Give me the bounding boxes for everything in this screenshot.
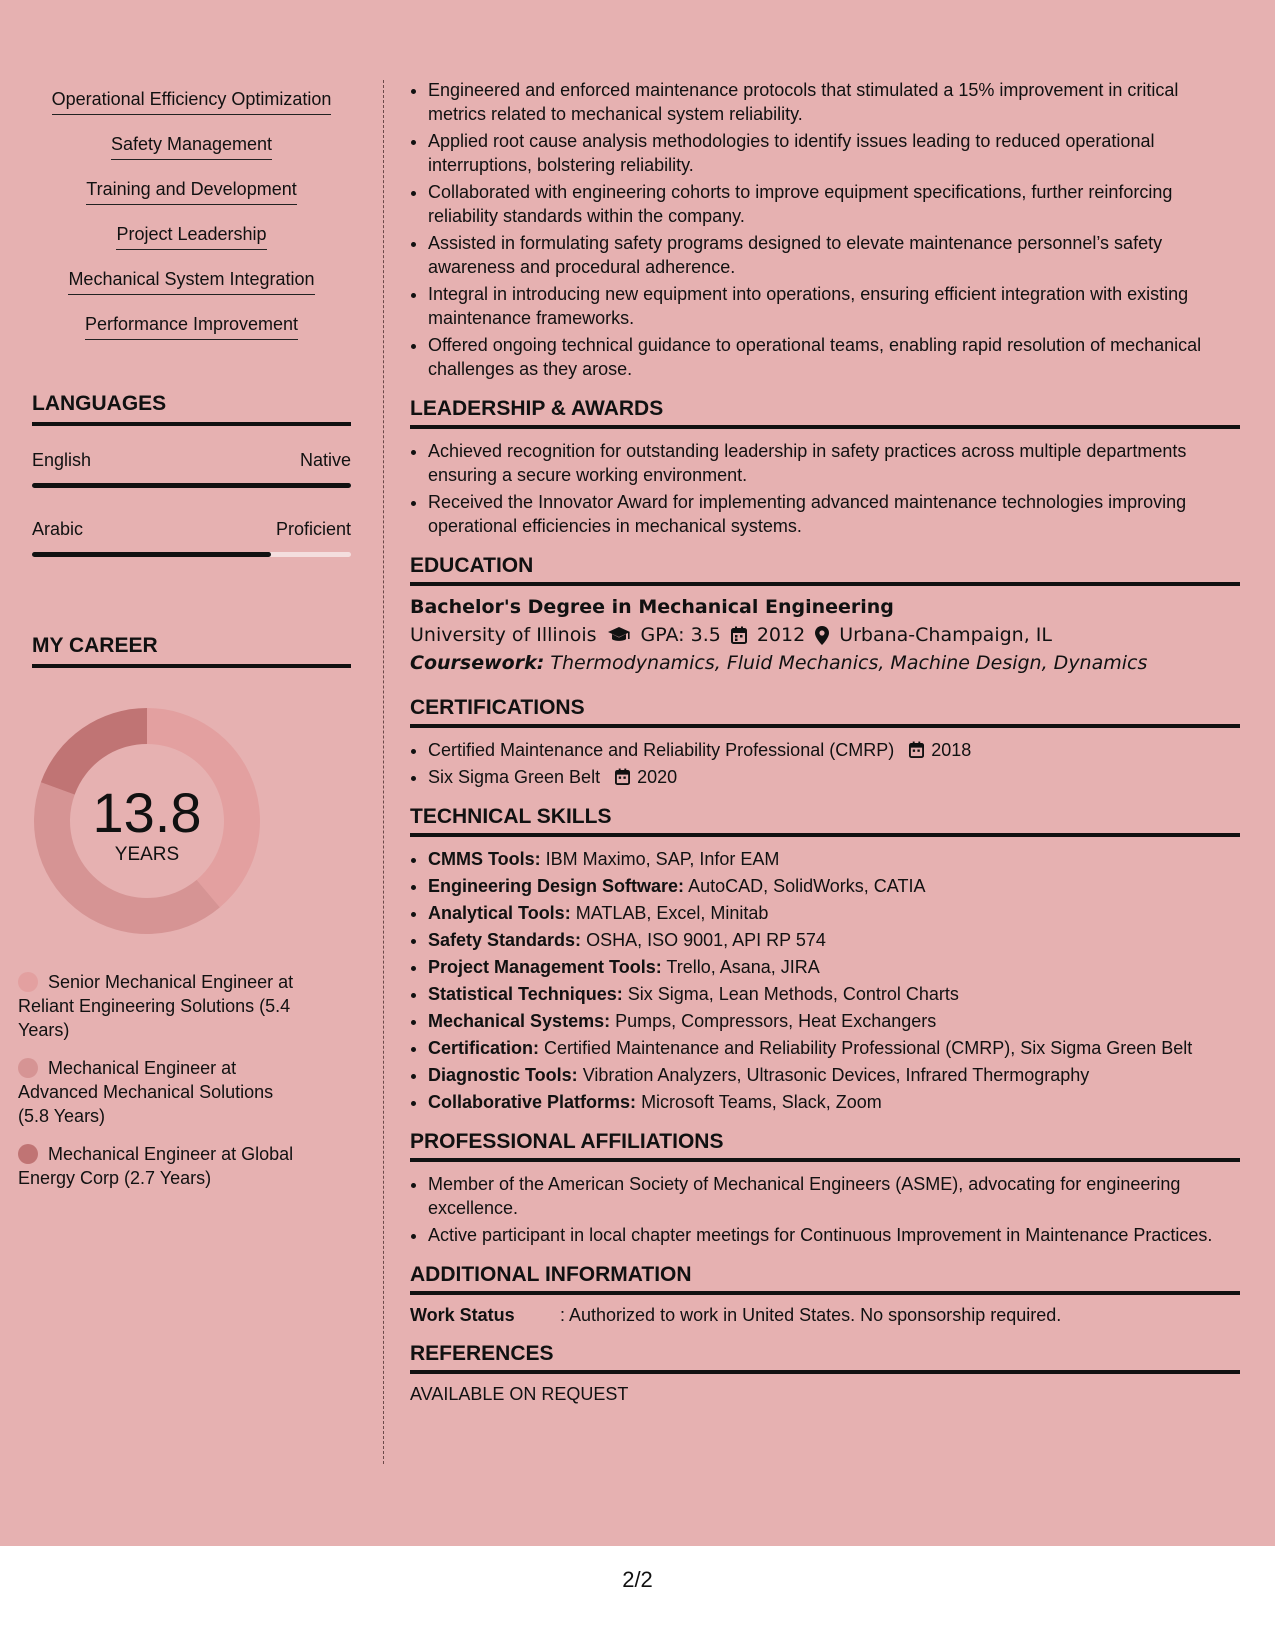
experience-bullet: • Collaborated with engineering cohorts to improve equipment specifications, further reinforcing reliability standards within the company. [428,180,1240,228]
references-text: AVAILABLE ON REQUEST [410,1384,629,1404]
career-legend-item [18,1142,308,1190]
coursework-text: Thermodynamics, Fluid Mechanics, Machine Design, Dynamics [550,652,1148,674]
skill-value: Microsoft Teams, Slack, Zoom [641,1092,882,1112]
certification-list [410,738,1240,789]
certification-item [428,765,1240,789]
experience-bullet: • Offered ongoing technical guidance to operational teams, enabling rapid resolution of mechanical challenges as they arose. [428,333,1240,381]
skill-value: MATLAB, Excel, Minitab [575,903,769,923]
education-gpa: GPA: 3.5 [640,624,721,646]
skill-item: Performance Improvement [85,313,298,340]
certifications-title: CERTIFICATIONS [410,696,1240,728]
skill-list [32,88,351,358]
certification-name: Certified Maintenance and Reliability Professional (CMRP) [428,740,895,760]
legend-dot [18,1058,38,1078]
column-divider [383,80,384,1464]
language-bar-fill [32,552,271,557]
skill-value: AutoCAD, SolidWorks, CATIA [688,876,926,896]
skill-label: Diagnostic Tools: [428,1065,578,1085]
technical-skill-item [428,982,1240,1006]
work-status-label: Work Status [410,1305,515,1325]
technical-skill-item [428,928,1240,952]
calendar-icon [731,626,747,644]
leadership-title: LEADERSHIP & AWARDS [410,397,1240,429]
experience-bullet: • Assisted in formulating safety programs designed to elevate maintenance personnel’s safety awareness and procedural adherence. [428,231,1240,279]
affiliation-item: • Member of the American Society of Mechanical Engineers (ASME), advocating for engineering excellence. [428,1172,1240,1220]
experience-bullet: • Integral in introducing new equipment into operations, ensuring efficient integration with existing maintenance frameworks. [428,282,1240,330]
skill-item: Mechanical System Integration [68,268,314,295]
education-details [410,624,1240,646]
education-location: Urbana-Champaign, IL [839,624,1052,646]
language-english [32,450,351,488]
certification-name: Six Sigma Green Belt [428,767,601,787]
skill-item: Project Leadership [116,223,266,250]
language-bar-fill [32,483,351,488]
leadership-item: • Received the Innovator Award for implementing advanced maintenance technologies improving operational efficiencies in mechanical systems. [428,490,1240,538]
technical-skills-title: TECHNICAL SKILLS [410,805,1240,837]
languages-title: LANGUAGES [32,392,351,426]
legend-label: Mechanical Engineer at Global Energy Corp (2.7 Years) [18,1144,294,1188]
leadership-item: • Achieved recognition for outstanding leadership in safety practices across multiple departments ensuring a secure working environment. [428,439,1240,487]
skill-value: Pumps, Compressors, Heat Exchangers [615,1011,937,1031]
page-number: 2/2 [622,1567,653,1592]
certification-year: 2018 [931,740,972,760]
calendar-icon [615,768,630,785]
affiliations-title: PROFESSIONAL AFFILIATIONS [410,1130,1240,1162]
work-status-row [410,1305,1240,1326]
language-arabic [32,519,351,557]
skill-label: Collaborative Platforms: [428,1092,637,1112]
location-pin-icon [815,626,829,645]
skill-label: Analytical Tools: [428,903,571,923]
legend-dot [18,1144,38,1164]
technical-skill-item [428,1090,1240,1114]
certification-item [428,738,1240,762]
graduation-cap-icon [607,626,631,644]
education-year: 2012 [756,624,806,646]
education-school: University of Illinois [410,624,597,646]
affiliation-item: • Active participant in local chapter meetings for Continuous Improvement in Maintenance Practices. [428,1223,1240,1247]
language-bar [32,552,351,557]
skill-value: OSHA, ISO 9001, API RP 574 [586,930,826,950]
technical-skills-list [410,847,1240,1114]
affiliations-list [410,1172,1240,1247]
skill-item: Training and Development [86,178,296,205]
leadership-list [410,439,1240,538]
language-level: Native [299,450,351,470]
experience-bullet: • Engineered and enforced maintenance protocols that stimulated a 15% improvement in critical metrics related to mechanical system reliability. [428,78,1240,126]
experience-bullets [410,78,1240,381]
skill-value: Trello, Asana, JIRA [666,957,820,977]
language-level: Proficient [275,519,351,539]
skill-label: Certification: [428,1038,540,1058]
skill-item: Operational Efficiency Optimization [52,88,332,115]
technical-skill-item [428,1009,1240,1033]
references-title: REFERENCES [410,1342,1240,1374]
right-column [410,78,1240,1405]
skill-item: Safety Management [111,133,272,160]
technical-skill-item [428,1063,1240,1087]
career-legend-item [18,970,308,1042]
career-total-unit: YEARS [114,844,180,865]
skill-label: Safety Standards: [428,930,582,950]
career-title: MY CAREER [32,634,351,668]
skill-label: Engineering Design Software: [428,876,685,896]
skill-value: Vibration Analyzers, Ultrasonic Devices, Infrared Thermography [582,1065,1090,1085]
language-name: Arabic [32,519,84,539]
legend-dot [18,972,38,992]
career-total-value: 13.8 [92,781,202,844]
language-name: English [32,450,92,470]
skill-label: Statistical Techniques: [428,984,623,1004]
legend-label: Mechanical Engineer at Advanced Mechanical Solutions (5.8 Years) [18,1058,274,1126]
legend-label: Senior Mechanical Engineer at Reliant Engineering Solutions (5.4 Years) [18,972,294,1040]
career-legend [18,970,308,1204]
career-donut-chart [34,708,260,934]
coursework-label: Coursework: [410,652,545,674]
education-title: EDUCATION [410,554,1240,586]
skill-value: Certified Maintenance and Reliability Professional (CMRP), Six Sigma Green Belt [544,1038,1193,1058]
technical-skill-item [428,955,1240,979]
certification-year: 2020 [637,767,678,787]
technical-skill-item [428,901,1240,925]
calendar-icon [909,741,924,758]
additional-info-title: ADDITIONAL INFORMATION [410,1263,1240,1295]
education-coursework [410,652,1240,674]
skill-value: IBM Maximo, SAP, Infor EAM [545,849,780,869]
skill-value: Six Sigma, Lean Methods, Control Charts [627,984,959,1004]
technical-skill-item [428,847,1240,871]
education-degree: Bachelor's Degree in Mechanical Engineering [410,596,894,618]
career-legend-item [18,1056,308,1128]
language-bar [32,483,351,488]
work-status-value: : Authorized to work in United States. No sponsorship required. [560,1305,1062,1325]
experience-bullet: • Applied root cause analysis methodologies to identify issues leading to reduced operational interruptions, bolstering reliability. [428,129,1240,177]
skill-label: CMMS Tools: [428,849,541,869]
skill-label: Project Management Tools: [428,957,662,977]
skill-label: Mechanical Systems: [428,1011,611,1031]
technical-skill-item [428,874,1240,898]
technical-skill-item [428,1036,1240,1060]
